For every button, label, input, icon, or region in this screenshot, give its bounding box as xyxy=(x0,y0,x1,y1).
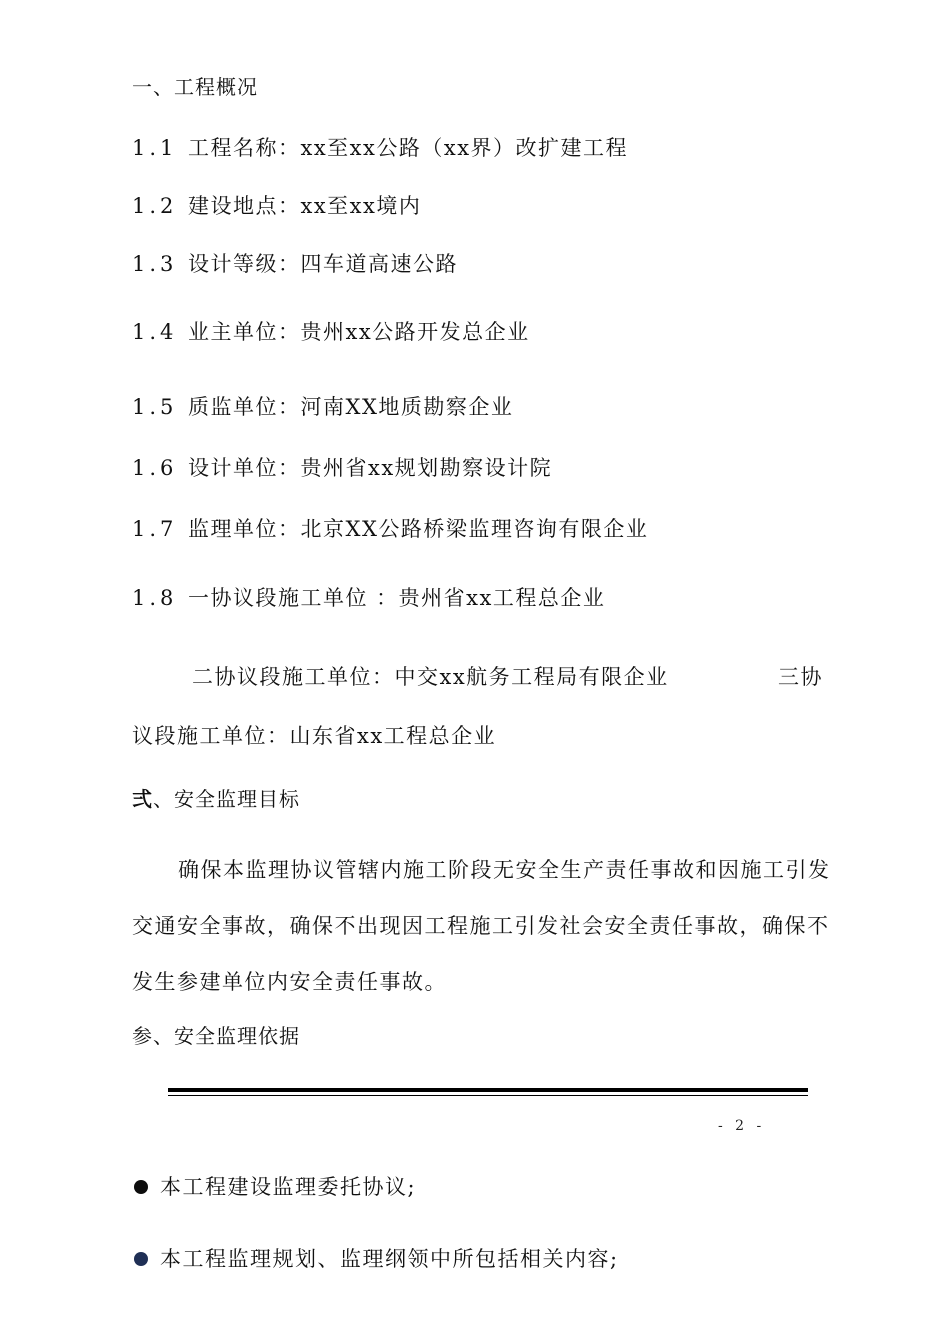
section-3-title: 参、安全监理依据 xyxy=(132,1024,300,1048)
item-1-4 xyxy=(132,317,530,347)
item-1-3 xyxy=(132,249,458,279)
goal-line-2: 交通安全事故，确保不出现因工程施工引发社会安全责任事故，确保不 xyxy=(132,914,830,938)
item-text: 一协议段施工单位 ：贵州省xx工程总企业 xyxy=(188,586,606,610)
item-text: 业主单位：贵州xx公路开发总企业 xyxy=(188,320,530,344)
goal-line-3: 发生参建单位内安全责任事故。 xyxy=(132,970,447,994)
item-text: 监理单位：北京XX公路桥梁监理咨询有限企业 xyxy=(188,517,649,541)
item-text: 设计单位：贵州省xx规划勘察设计院 xyxy=(188,456,553,480)
contractor-line-1-tail: 三协 xyxy=(778,665,823,689)
item-number: 1.3 xyxy=(132,252,178,276)
item-text: 工程名称：xx至xx公路（xx界）改扩建工程 xyxy=(188,136,629,160)
item-number: 1.8 xyxy=(132,586,178,610)
item-text: 设计等级：四车道高速公路 xyxy=(188,252,458,276)
section-2-title-text: 、安全监理目标 xyxy=(153,787,300,811)
item-1-6 xyxy=(132,453,552,483)
section-2-prefix: 弍 xyxy=(132,787,153,811)
item-number: 1.7 xyxy=(132,517,178,541)
bullet-dot-icon xyxy=(134,1180,148,1194)
item-number: 1.4 xyxy=(132,320,178,344)
item-text: 建设地点：xx至xx境内 xyxy=(188,194,422,218)
page-number: - 2 - xyxy=(718,1118,766,1134)
item-number: 1.2 xyxy=(132,194,178,218)
bullet-item-1: 本工程建设监理委托协议; xyxy=(160,1175,417,1199)
footer-rule-thin xyxy=(168,1095,808,1096)
item-number: 1.5 xyxy=(132,395,178,419)
section-1-title: 一、工程概况 xyxy=(132,75,258,99)
item-1-5 xyxy=(132,392,513,422)
section-2-title xyxy=(132,784,300,814)
item-number: 1.1 xyxy=(132,136,178,160)
item-1-2 xyxy=(132,191,421,221)
item-1-8 xyxy=(132,583,605,613)
item-text: 质监单位：河南XX地质勘察企业 xyxy=(188,395,514,419)
bullet-dot-icon xyxy=(134,1252,148,1266)
goal-line-1: 确保本监理协议管辖内施工阶段无安全生产责任事故和因施工引发 xyxy=(178,858,831,882)
item-number: 1.6 xyxy=(132,456,178,480)
item-1-7 xyxy=(132,514,648,544)
contractor-line-1: 二协议段施工单位：中交xx航务工程局有限企业 xyxy=(192,665,669,689)
footer-rule-thick xyxy=(168,1088,808,1092)
bullet-item-2: 本工程监理规划、监理纲领中所包括相关内容; xyxy=(160,1247,619,1271)
item-1-1 xyxy=(132,133,628,163)
contractor-line-2: 议段施工单位：山东省xx工程总企业 xyxy=(132,724,497,748)
